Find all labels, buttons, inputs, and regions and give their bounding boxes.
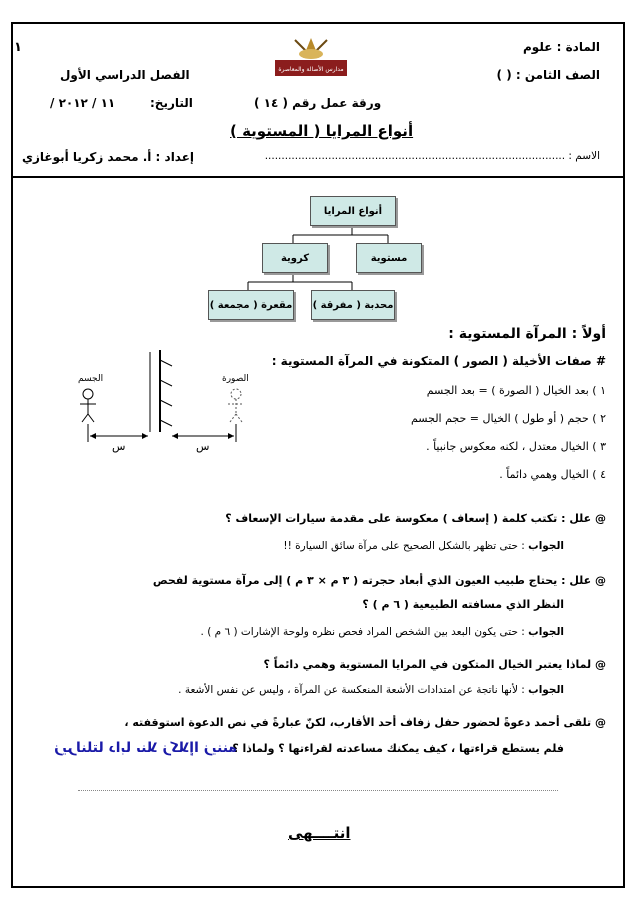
page-number: ١	[14, 40, 22, 55]
answer-text: : حتى يكون البعد بين الشخص المراد فحص نظره ولوحة الإشارات ( ٦ م ) .	[200, 626, 529, 638]
answer-text: : لأنها ناتجة عن امتدادات الأشعة المنعكسة عن المرآة ، وليس عن نفس الأشعة .	[178, 684, 529, 696]
image-label: الصورة	[222, 374, 249, 384]
question-3: @ لماذا يعتبر الخيال المتكون في المرايا المستوية وهمي دائماً ؟	[263, 658, 606, 671]
answer-3	[178, 684, 564, 696]
property-item-3: ٣ ) الخيال معتدل ، لكنه معكوس جانبياً .	[426, 440, 606, 453]
question-2-cont: النظر الذي مسافته الطبيعية ( ٦ م ) ؟	[362, 598, 564, 611]
name-field: الاسم : ..........................................................................................	[264, 150, 600, 162]
distance-label-left: س	[112, 440, 126, 453]
grade-label: الصف الثامن : ( )	[496, 68, 600, 82]
mirrored-invitation-text: زيرلنلتا دابا ىنلا زكلاإا زيننه	[54, 740, 237, 756]
subject-label: المادة : علوم	[523, 40, 600, 54]
date-label: التاريخ:	[150, 96, 193, 110]
mirror-figure	[60, 342, 260, 462]
answer-label: الجواب	[528, 626, 564, 638]
author-label: إعداد : أ. محمد زكريا أبوغازي	[22, 150, 195, 164]
logo-text: مدارس الأصالة والمعاصرة	[278, 66, 344, 73]
answer-label: الجواب	[528, 684, 564, 696]
answer-text: : حتى تظهر بالشكل الصحيح على مرآة سائق السيارة !!	[283, 540, 529, 552]
worksheet-title: أنواع المرايا ( المستوية )	[230, 122, 414, 140]
tree-root: أنواع المرايا	[310, 196, 396, 226]
object-label: الجسم	[78, 374, 104, 384]
tree-node-plane: مستوية	[356, 243, 422, 273]
property-item-1: ١ ) بعد الخيال ( الصورة ) = بعد الجسم	[426, 384, 606, 397]
worksheet-number: ورقة عمل رقم ( ١٤ )	[254, 96, 382, 110]
question-4-cont: فلم يستطع قراءتها ، كيف يمكنك مساعدته لقراءتها ؟ ولماذا ؟	[232, 742, 564, 755]
section-heading: أولاً : المرآة المستوية :	[448, 326, 606, 342]
date-value: / ١١ / ٢٠١٢	[50, 96, 116, 110]
image-figure	[228, 389, 244, 422]
tree-node-concave: مقعرة ( مجمعة )	[208, 290, 294, 320]
property-item-4: ٤ ) الخيال وهمي دائماً .	[499, 468, 606, 481]
distance-label-right: س	[196, 440, 210, 453]
tree-node-convex: محدبة ( مفرقة )	[311, 290, 395, 320]
tree-connectors	[0, 0, 638, 330]
section-subheading: # صفات الأخيلة ( الصور ) المتكونة في المرآة المستوية :	[271, 354, 606, 368]
property-item-2: ٢ ) حجم ( أو طول ) الخيال = حجم الجسم	[410, 412, 606, 425]
tree-node-spherical: كروية	[262, 243, 328, 273]
dotted-line	[78, 790, 558, 791]
footer-end: انتــــهى	[288, 824, 351, 842]
answer-1	[283, 540, 564, 552]
object-figure	[80, 389, 96, 422]
question-2: @ علل : يحتاج طبيب العيون الذي أبعاد حجرته ( ٣ م × ٣ م ) إلى مرآة مستوية لفحص	[152, 574, 606, 587]
question-4: @ تلقى أحمد دعوةً لحضور حفل زفاف أحد الأقارب، لكنّ عبارةً في نص الدعوة استوقفته ،	[124, 716, 606, 729]
semester-label: الفصل الدراسي الأول	[60, 68, 190, 82]
answer-2	[201, 626, 564, 638]
question-1: @ علل : تكتب كلمة ( إسعاف ) معكوسة على مقدمة سيارات الإسعاف ؟	[225, 512, 606, 525]
answer-label: الجواب	[528, 540, 564, 552]
